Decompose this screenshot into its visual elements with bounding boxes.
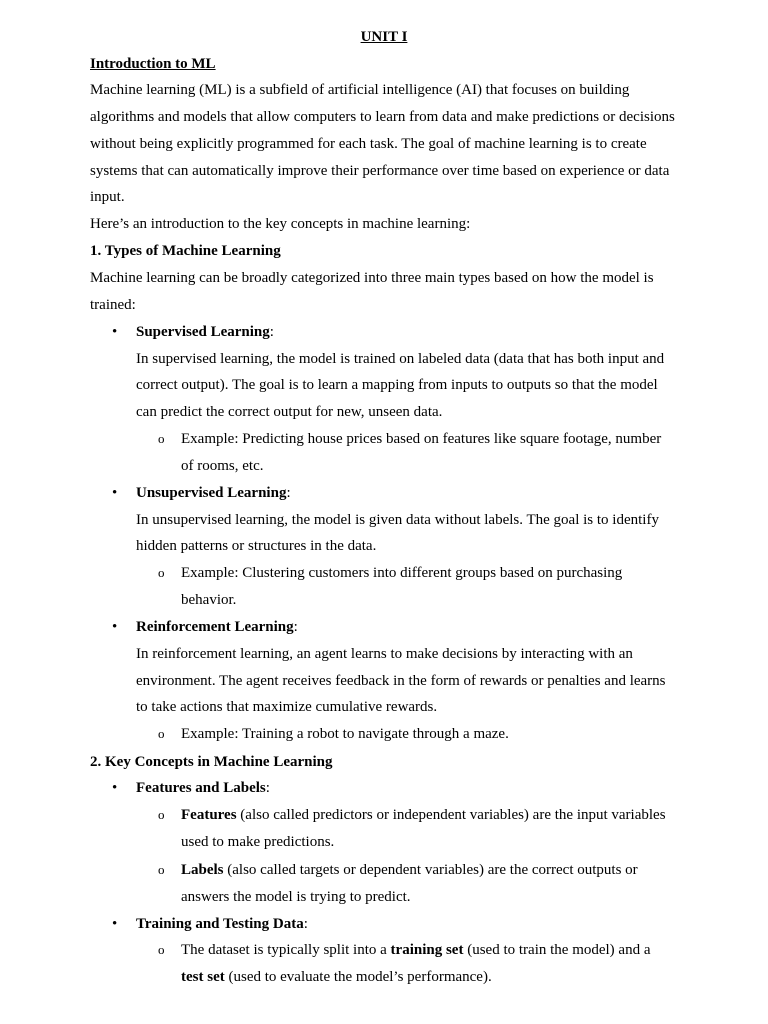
bullet-icon xyxy=(112,915,117,933)
intro-heading: Introduction to ML xyxy=(90,56,216,72)
sub-bullet-icon: o xyxy=(158,565,165,580)
intro-paragraph-line: algorithms and models that allow computers to learn from data and make predictions or decisions xyxy=(90,109,675,125)
reinforcement-desc-line: to take actions that maximize cumulative rewards. xyxy=(136,699,438,715)
section-1-lead-line: trained: xyxy=(90,297,136,313)
train-test-split-line xyxy=(181,968,492,986)
intro-paragraph-line: Machine learning (ML) is a subfield of artificial intelligence (AI) that focuses on building xyxy=(90,82,630,98)
section-1-lead-line: Machine learning can be broadly categorized into three main types based on how the model is xyxy=(90,270,654,286)
intro-paragraph-line: systems that can automatically improve their performance over time based on experience or data xyxy=(90,163,670,179)
supervised-example-line: Example: Predicting house prices based on features like square footage, number xyxy=(181,431,662,447)
labels-definition-line xyxy=(181,861,638,879)
reinforcement-desc-line: In reinforcement learning, an agent learns to make decisions by interacting with an xyxy=(136,646,633,662)
training-testing-term: Training and Testing Data xyxy=(136,916,304,932)
reinforcement-desc-line: environment. The agent receives feedback in the form of rewards or penalties and learns xyxy=(136,673,666,689)
features-term: Features xyxy=(181,807,237,823)
labels-text: (also called targets or dependent variables) are the correct outputs or xyxy=(223,862,638,878)
bullet-icon xyxy=(112,484,117,502)
sub-bullet-icon: o xyxy=(158,726,165,741)
features-definition-line xyxy=(181,806,666,824)
features-text: (also called predictors or independent variables) are the input variables xyxy=(236,807,666,823)
features-definition-line: used to make predictions. xyxy=(181,834,335,850)
supervised-desc-line: can predict the correct output for new, unseen data. xyxy=(136,404,443,420)
split-text-a: The dataset is typically split into a xyxy=(181,942,391,958)
unsupervised-example-line: behavior. xyxy=(181,592,237,608)
split-text-c: (used to train the model) and a xyxy=(463,942,651,958)
bullet-icon xyxy=(112,779,117,797)
unsupervised-term: Unsupervised Learning xyxy=(136,485,287,501)
train-test-split-line xyxy=(181,941,651,959)
reinforcement-term: Reinforcement Learning xyxy=(136,619,294,635)
sub-bullet-icon: o xyxy=(158,862,165,877)
bullet-icon xyxy=(112,323,117,341)
intro-paragraph-line: input. xyxy=(90,189,125,205)
reinforcement-colon: : xyxy=(293,619,298,635)
labels-definition-line: answers the model is trying to predict. xyxy=(181,889,411,905)
unsupervised-desc-line: hidden patterns or structures in the data. xyxy=(136,538,377,554)
reinforcement-item-title xyxy=(136,618,298,636)
supervised-item-title xyxy=(136,323,274,341)
training-set-term: training set xyxy=(390,942,464,958)
section-2-heading: 2. Key Concepts in Machine Learning xyxy=(90,754,333,770)
supervised-example-line: of rooms, etc. xyxy=(181,458,264,474)
features-labels-term: Features and Labels xyxy=(136,780,266,796)
supervised-desc-line: correct output). The goal is to learn a mapping from inputs to outputs so that the model xyxy=(136,377,658,393)
intro-key-concepts-line: Here’s an introduction to the key concepts in machine learning: xyxy=(90,216,471,232)
test-set-term: test set xyxy=(181,969,225,985)
intro-paragraph-line: without being explicitly programmed for each task. The goal of machine learning is to create xyxy=(90,136,647,152)
unsupervised-colon: : xyxy=(286,485,291,501)
section-1-heading: 1. Types of Machine Learning xyxy=(90,243,281,259)
training-testing-colon: : xyxy=(303,916,308,932)
features-labels-item-title xyxy=(136,779,270,797)
sub-bullet-icon: o xyxy=(158,942,165,957)
unsupervised-desc-line: In unsupervised learning, the model is given data without labels. The goal is to identify xyxy=(136,512,659,528)
reinforcement-example-line: Example: Training a robot to navigate through a maze. xyxy=(181,726,509,742)
supervised-colon: : xyxy=(269,324,274,340)
split-text-d: (used to evaluate the model’s performance). xyxy=(224,969,492,985)
bullet-icon xyxy=(112,618,117,636)
sub-bullet-icon: o xyxy=(158,807,165,822)
sub-bullet-icon: o xyxy=(158,431,165,446)
supervised-term: Supervised Learning xyxy=(136,324,270,340)
features-labels-colon: : xyxy=(265,780,270,796)
page-title: UNIT I xyxy=(360,29,408,45)
training-testing-item-title xyxy=(136,915,308,933)
supervised-desc-line: In supervised learning, the model is trained on labeled data (data that has both input and xyxy=(136,351,665,367)
unsupervised-example-line: Example: Clustering customers into different groups based on purchasing xyxy=(181,565,623,581)
labels-term: Labels xyxy=(181,862,224,878)
unsupervised-item-title xyxy=(136,484,291,502)
